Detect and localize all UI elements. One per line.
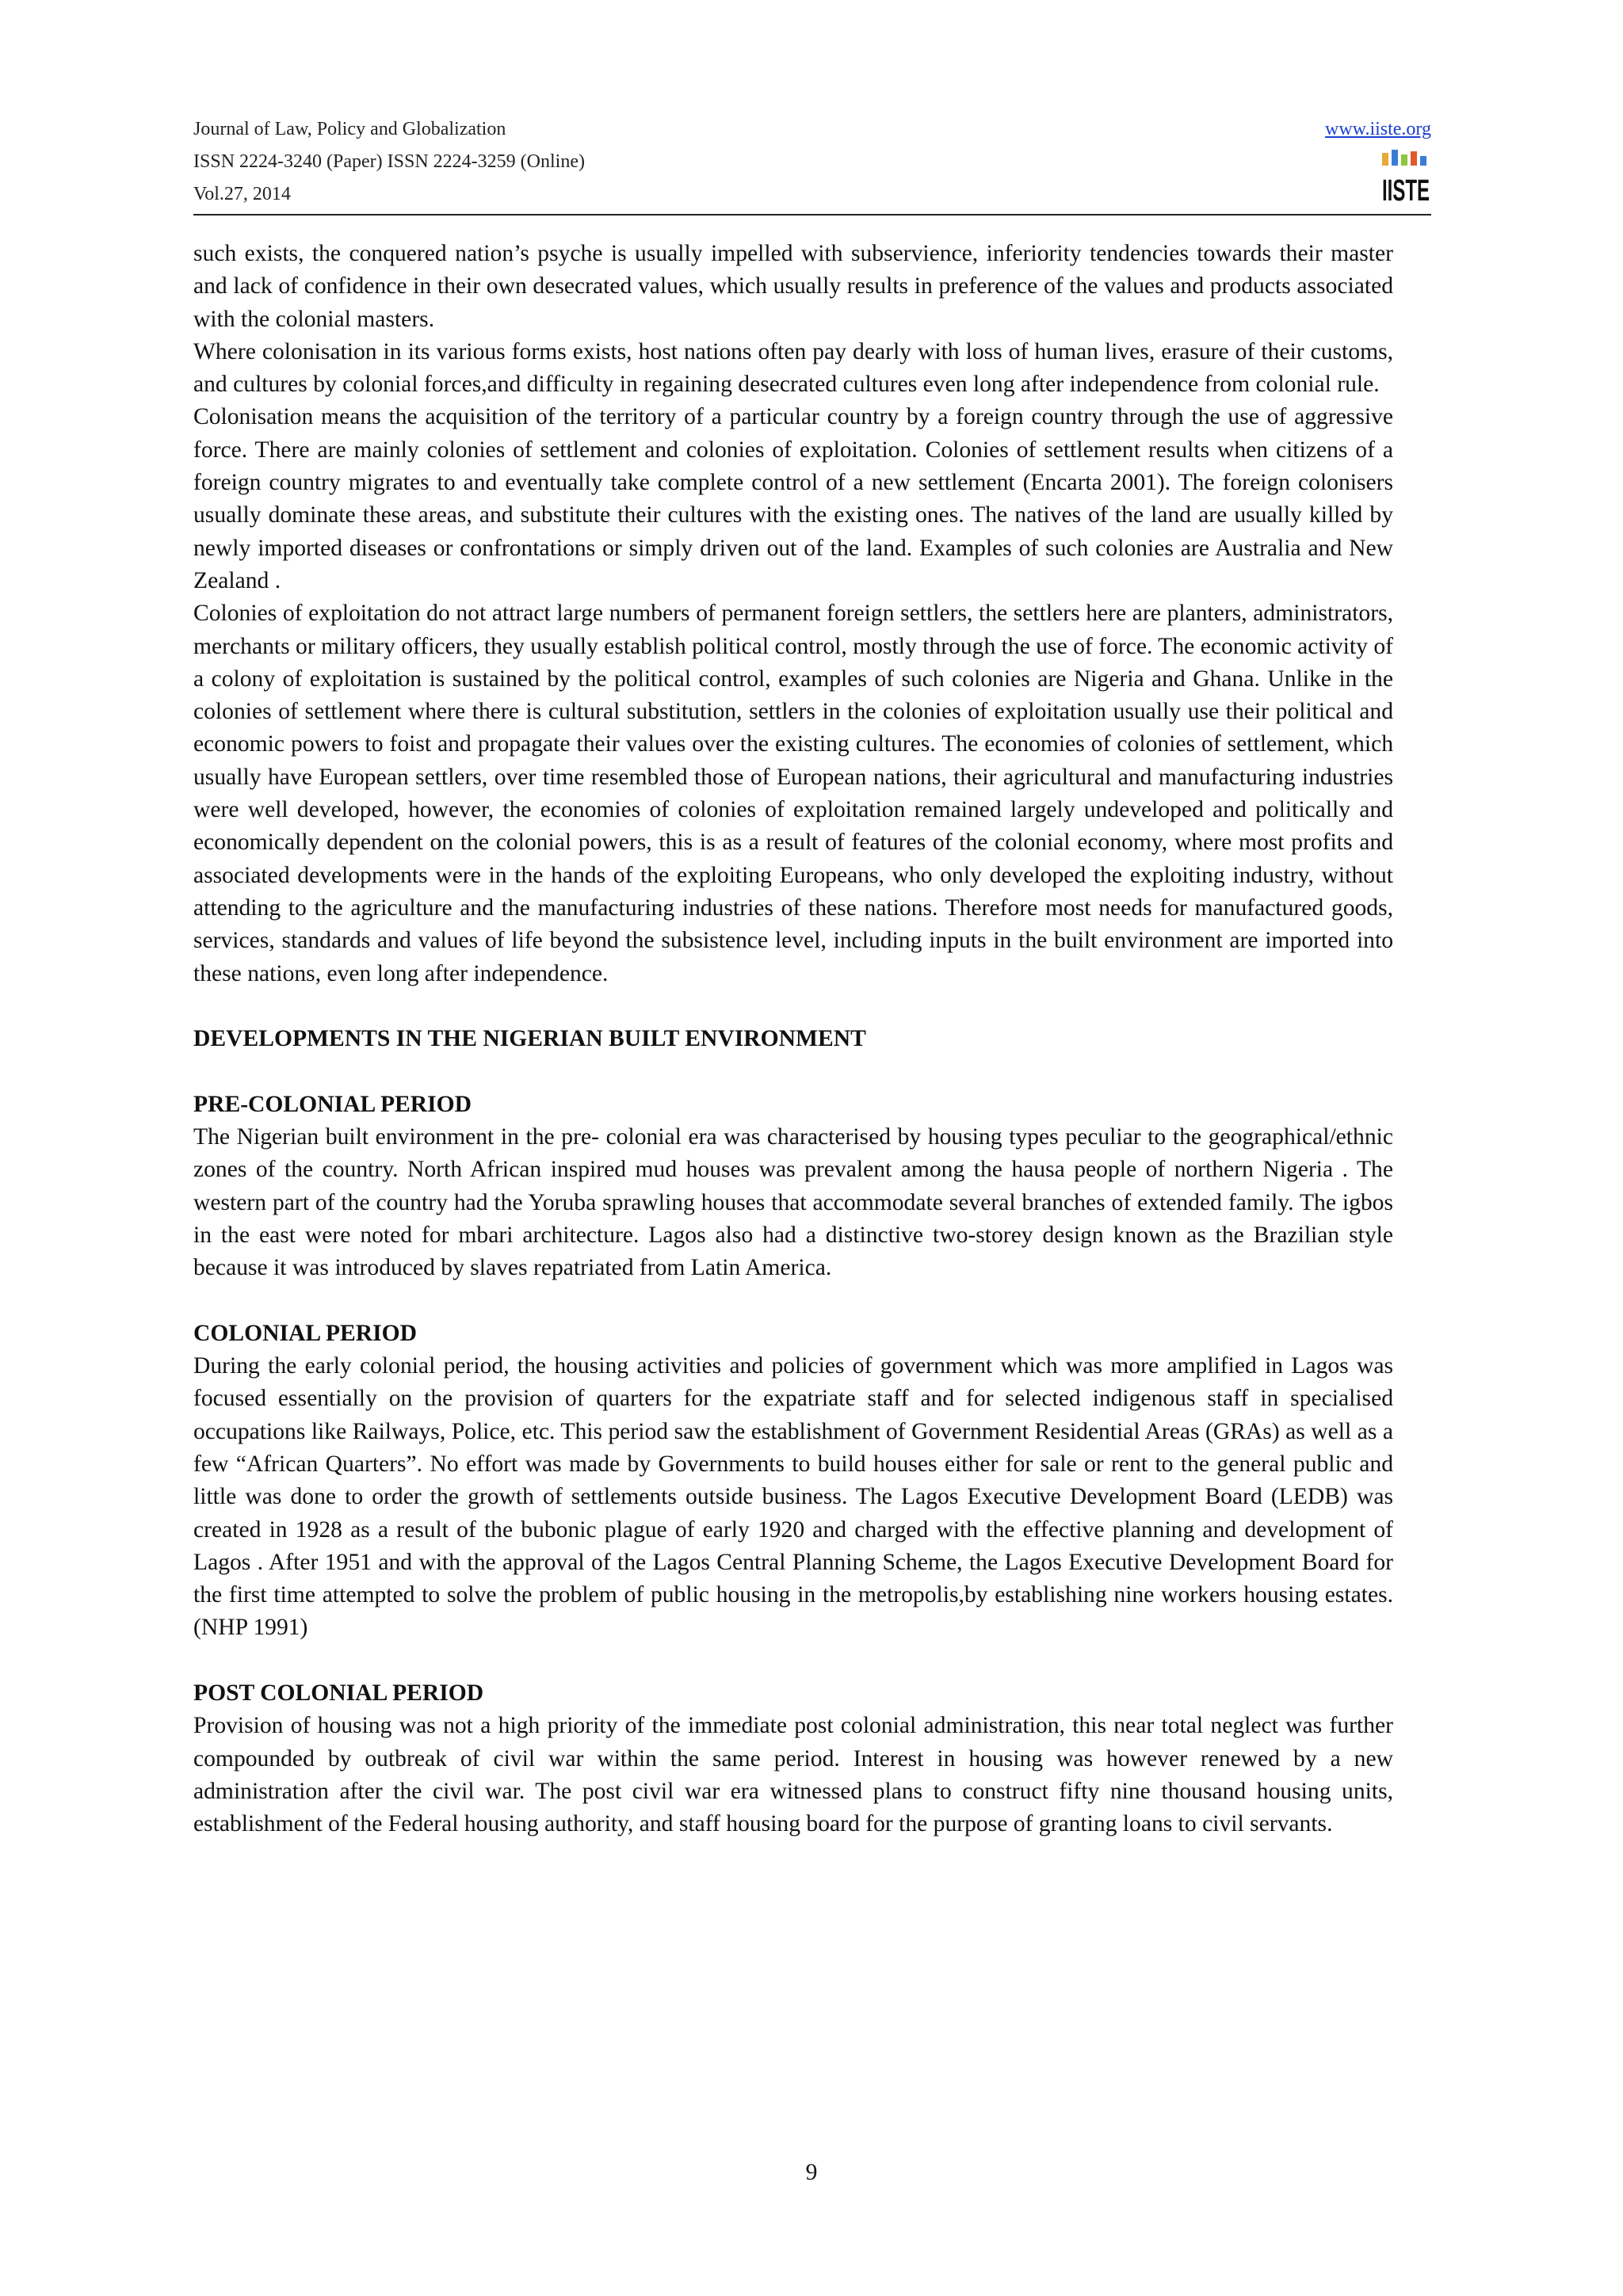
svg-text:IISTE: IISTE [1382,174,1430,208]
subsection-heading: POST COLONIAL PERIOD [193,1680,484,1707]
paragraph: The Nigerian built environment in the pre- colonial era was characterised by housing types peculiar to the geographical/ethnic zones of the country. North African inspired mud houses was prevalent among the hausa people of northern Nigeria . The western part of the country had the Yoruba sprawling houses that accommodate several branches of extended family. The igbos in the east were noted for mbari architecture. Lagos also had a distinctive two-storey design known as the Brazilian style because it was introduced by slaves repatriated from Latin America. [193,1124,1393,1281]
page-header [193,113,1431,210]
journal-issn: ISSN 2224-3240 (Paper) ISSN 2224-3259 (Online) [193,151,585,172]
journal-title: Journal of Law, Policy and Globalization [193,119,506,139]
paragraph: Where colonisation in its various forms exists, host nations often pay dearly with loss of human lives, erasure of their customs, and cultures by colonial forces,and difficulty in regaining desecrated cultures even long after independence from colonial rule. [193,338,1393,398]
subsection-heading: COLONIAL PERIOD [193,1320,418,1346]
subsection-heading: PRE-COLONIAL PERIOD [193,1091,472,1117]
iiste-logo [1381,148,1431,207]
paragraph: Colonisation means the acquisition of the territory of a particular country by a foreign country through the use of aggressive force. There are mainly colonies of settlement and colonies of exploitation. Colonies of settlement results when citizens of a foreign country migrates to and eventually take complete control of a new settlement (Encarta 2001). The foreign colonisers usually dominate these areas, and substitute their cultures with the existing ones. The natives of the land are usually killed by newly imported diseases or confrontations or simply driven out of the land. Examples of such colonies are Australia and New Zealand . [193,404,1393,593]
section-heading: DEVELOPMENTS IN THE NIGERIAN BUILT ENVIRONMENT [193,1026,866,1052]
journal-volume: Vol.27, 2014 [193,184,291,204]
paragraph: During the early colonial period, the housing activities and policies of government which was more amplified in Lagos was focused essentially on the provision of quarters for the expatriate staff and for selected indigenous staff in specialised occupations like Railways, Police, etc. This period saw the establishment of Government Residential Areas (GRAs) as well as a few “African Quarters”. No effort was made by Governments to build houses either for sale or rent to the general public and little was done to order the growth of settlements outside business. The Lagos Executive Development Board (LEDB) was created in 1928 as a result of the bubonic plague of early 1920 and charged with the effective planning and development of Lagos . After 1951 and with the approval of the Lagos Central Planning Scheme, the Lagos Executive Development Board for the first time attempted to solve the problem of public housing in the metropolis,by establishing nine workers housing estates.(NHP 1991) [193,1353,1393,1641]
paragraph: Colonies of exploitation do not attract large numbers of permanent foreign settlers, the settlers here are planters, administrators, merchants or military officers, they usually establish political control, mostly through the use of force. The economic activity of a colony of exploitation is sustained by the political control, examples of such colonies are Nigeria and Ghana. Unlike in the colonies of settlement where there is cultural substitution, settlers in the colonies of exploitation usually use their political and economic powers to foist and propagate their values over the existing cultures. The economies of colonies of settlement, which usually have European settlers, over time resembled those of European nations, their agricultural and manufacturing industries were well developed, however, the economies of colonies of exploitation remained largely undeveloped and politically and economically dependent on the colonial powers, this is as a result of features of the colonial economy, where most profits and associated developments were in the hands of the exploiting Europeans, who only developed the exploiting industry, without attending to the agriculture and the manufacturing industries of these nations. Therefore most needs for manufactured goods, services, standards and values of life beyond the subsistence level, including inputs in the built environment are imported into these nations, even long after independence. [193,601,1393,986]
paragraph: Provision of housing was not a high priority of the immediate post colonial administration, this near total neglect was further compounded by outbreak of civil war within the same period. Interest in housing was however renewed by a new administration after the civil war. The post civil war era witnessed plans to construct fifty nine thousand housing units, establishment of the Federal housing authority, and staff housing board for the purpose of granting loans to civil servants. [193,1713,1393,1837]
page-number: 9 [805,2160,818,2185]
article-body [193,238,1393,1841]
paragraph: such exists, the conquered nation’s psyche is usually impelled with subservience, inferiority tendencies towards their master and lack of confidence in their own desecrated values, which usually results in preference of the values and products associated with the colonial masters. [193,241,1393,332]
journal-website-link[interactable]: www.iiste.org [1325,119,1431,139]
journal-info [193,113,585,211]
header-divider [193,214,1431,215]
